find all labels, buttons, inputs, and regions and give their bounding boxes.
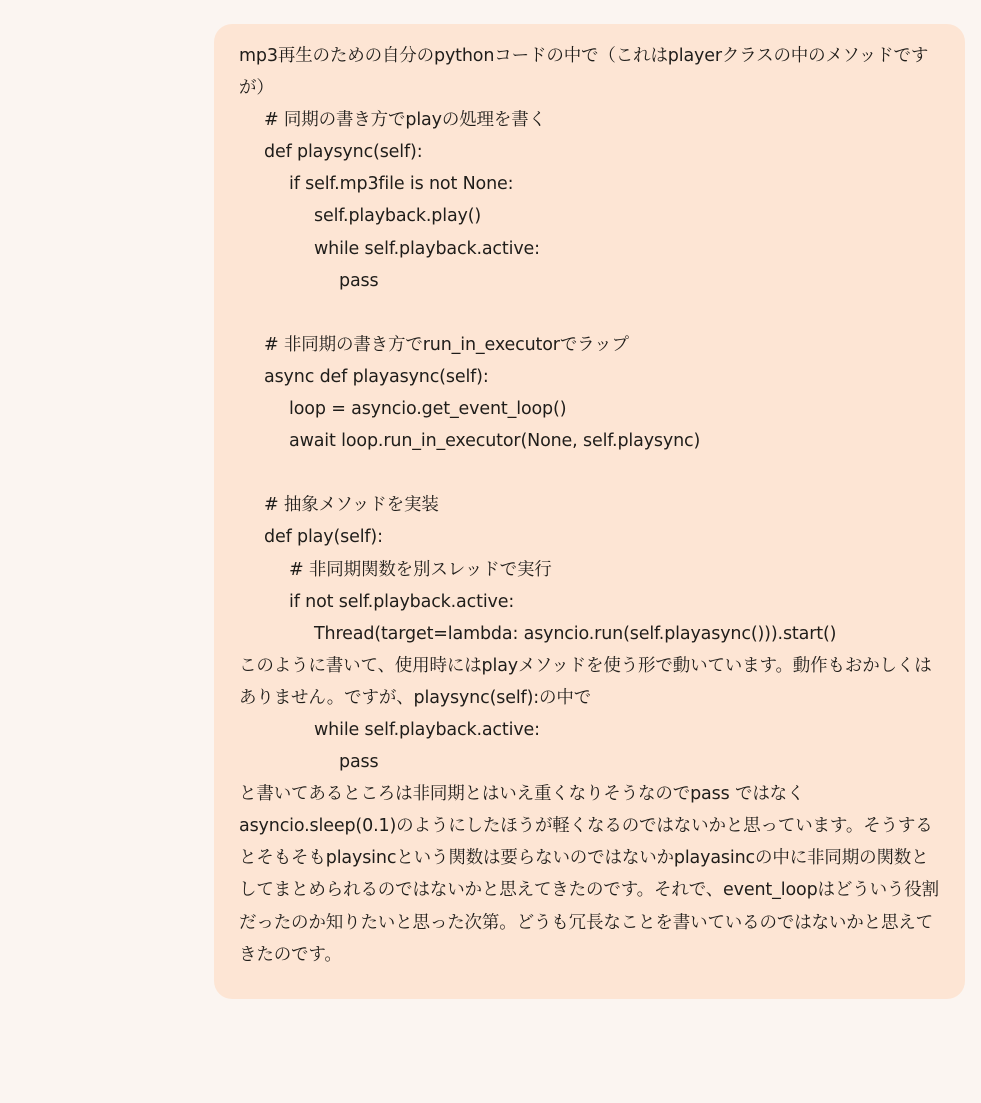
code-get-event-loop: loop = asyncio.get_event_loop()	[289, 399, 567, 420]
message-intro-text: mp3再生のための自分のpythonコードの中で（これはplayerクラスの中のメソッドですが）	[239, 46, 929, 99]
blank-line	[239, 457, 941, 489]
code-pass-quote: pass	[339, 752, 379, 773]
code-playback-play: self.playback.play()	[314, 206, 482, 227]
message-body-text: このように書いて、使用時にはplayメソッドを使う形で動いています。動作もおかしくはありません。ですが、playsync(self):の中で	[239, 655, 932, 708]
code-if-mp3file: if self.mp3file is not None:	[289, 174, 514, 195]
blank-line	[239, 297, 941, 329]
message-closing-text: と書いてあるところは非同期とはいえ重くなりそうなのでpass ではなくasyncio.sleep(0.1)のようにしたほうが軽くなるのではないかと思っています。そうするとそもそもplaysincという関数は要らないのではないかplayasincの中に非同期の関数としてまとめられるのではないかと思えてきたのです。それで、event_loopはどういう役割だったのか知りたいと思った次第。どうも冗長なことを書いているのではないかと思えてきたのです。	[239, 784, 939, 965]
code-comment-async: # 非同期の書き方でrun_in_executorでラップ	[264, 334, 629, 355]
code-if-not-active: if not self.playback.active:	[289, 591, 515, 612]
code-def-playasync: async def playasync(self):	[264, 366, 489, 387]
code-while-active-quote: while self.playback.active:	[314, 719, 540, 740]
code-while-active: while self.playback.active:	[314, 238, 540, 259]
code-comment-abstract: # 抽象メソッドを実装	[264, 495, 439, 516]
code-pass: pass	[339, 270, 379, 291]
code-def-play: def play(self):	[264, 527, 383, 548]
code-run-in-executor: await loop.run_in_executor(None, self.playsync)	[289, 431, 701, 452]
code-comment-sync: # 同期の書き方でplayの処理を書く	[264, 110, 546, 131]
user-message-bubble	[214, 24, 965, 999]
code-thread-start: Thread(target=lambda: asyncio.run(self.playasync())).start()	[314, 623, 837, 644]
code-def-playsync: def playsync(self):	[264, 142, 423, 163]
code-comment-thread: # 非同期関数を別スレッドで実行	[289, 559, 552, 580]
